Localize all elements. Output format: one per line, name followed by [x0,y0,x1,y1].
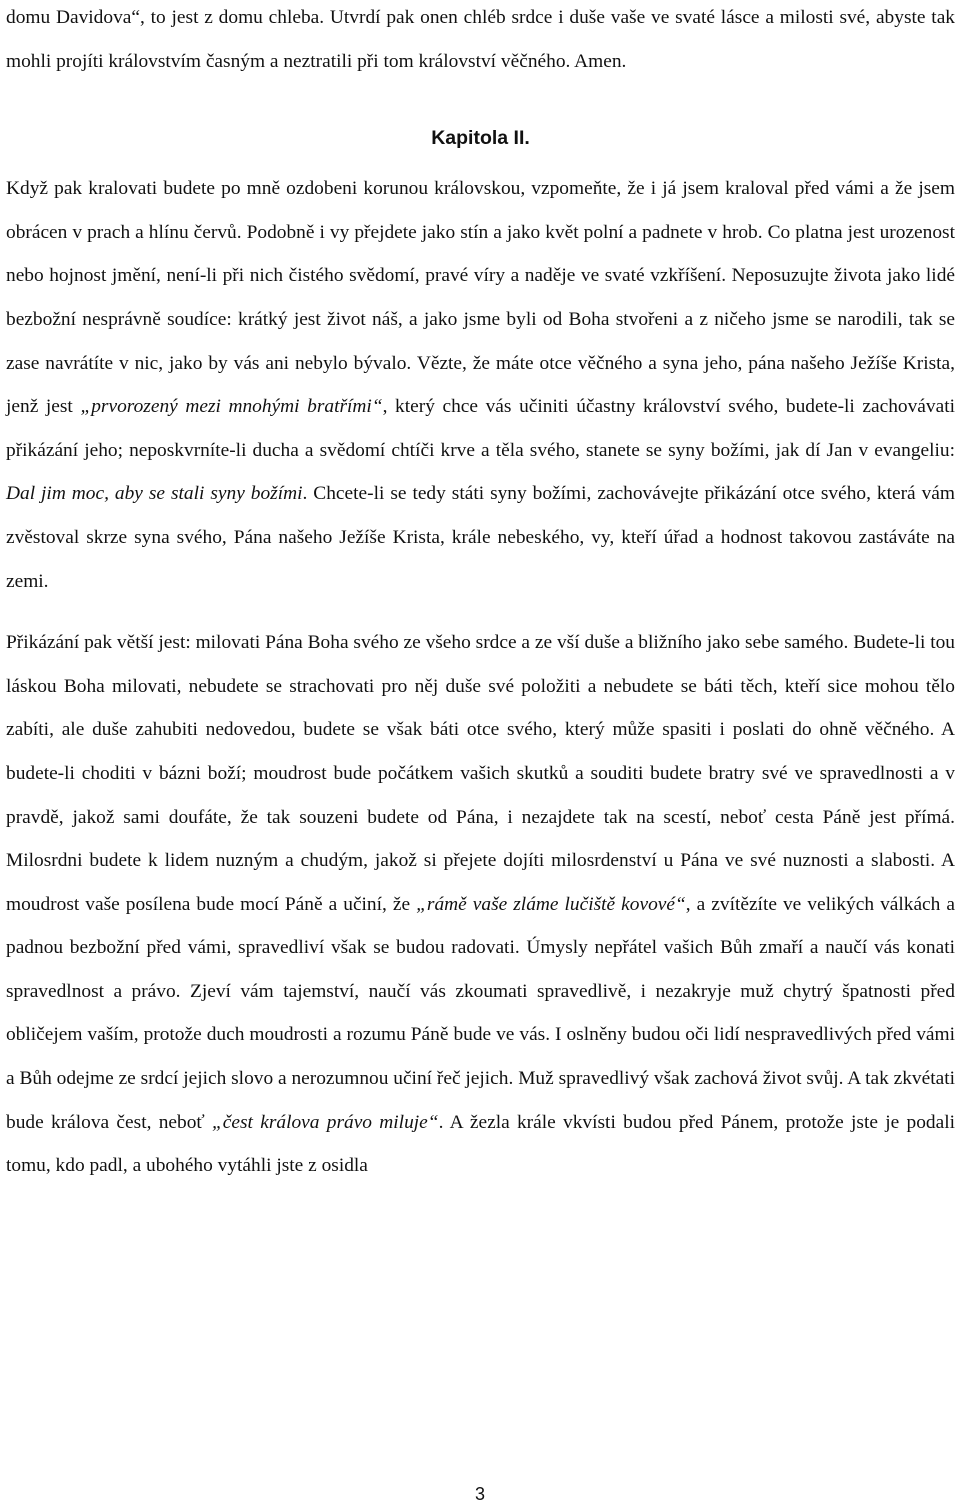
scripture-quote: „čest králova právo miluje“ [212,1111,439,1133]
intro-paragraph [6,0,955,83]
intro-text: domu Davidova“, to jest z domu chleba. Utvrdí pak onen chléb srdce i duše vaše ve svaté lásce a milosti své, abyste tak mohli projíti královstvím časným a neztratili při tom království věčného. Amen. [6,7,955,72]
paragraph-text: . A žezla krále vkvísti budou před Pánem, protože jste je podali tomu, kdo padl, a ubohého vytáhli jste z osidla [6,1111,955,1177]
paragraph-text: Když pak kralovati budete po mně ozdobeni korunou královskou, vzpomeňte, že i já jsem kraloval před vámi a že jsem obrácen v prach a hlínu červů. Podobně i vy přejdete jako stín a jako květ polní a padnete v hrob. Co platna jest urozenost nebo hojnost jmění, není-li při nich čistého svědomí, pravé víry a naděje ve svaté vzkříšení. Neposuzujte života jako lidé bezbožní nesprávně soudíce: krátký jest život náš, a jako jsme byli od Boha stvořeni a z ničeho jsme se narodili, tak se zase navrátíte v nic, jako by vás ani nebylo bývalo. Vězte, že máte otce věčného a syna jeho, pána našeho Ježíše Krista, jenž jest [6,178,955,418]
body-paragraph-2 [6,621,955,1188]
paragraph-text: . Chcete-li se tedy státi syny božími, zachovávejte přikázání otce svého, která vám zvěstoval skrze syna svého, Pána našeho Ježíše Krista, krále nebeského, vy, kteří úřad a hodnost takovou zastáváte na zemi. [6,483,955,592]
document-page [6,0,955,1188]
scripture-quote: Dal jim moc, aby se stali syny božími [6,483,303,505]
scripture-quote: „rámě vaše zláme lučiště kovové“ [416,893,686,915]
paragraph-gap [6,603,955,621]
paragraph-text: , a zvítězíte ve velikých válkách a padnou bezbožní před vámi, spravedliví však se budou radovati. Úmysly nepřátel vašich Bůh zmaří a naučí vás konati spravedlnost a právo. Zjeví vám tajemství, naučí vás zkoumati spravedlivě, i nezakryje muž chytrý špatnosti před obličejem vaším, protože duch moudrosti a rozumu Páně bude ve vás. I oslněny budou oči lidí nespravedlivých před vámi a Bůh odejme ze srdcí jejich slovo a nerozumnou učiní řeč jejich. Muž spravedlivý však zachová život svůj. A tak zkvétati bude králova čest, neboť [6,893,955,1133]
scripture-quote: „prvorozený mezi mnohými bratřími“ [80,396,383,418]
body-paragraph-1 [6,167,955,603]
paragraph-text: , který chce vás učiniti účastny království svého, budete-li zachovávati přikázání jeho; neposkvrníte-li ducha a svědomí chtíči krve a těla svého, stanete se syny božími, jak dí Jan v evangeliu: [6,396,955,461]
paragraph-text: Přikázání pak větší jest: milovati Pána Boha svého ze všeho srdce a ze vší duše a bližního jako sebe samého. Budete-li tou láskou Boha milovati, nebudete se strachovati pro něj duše své položiti a nebudete se báti těch, kteří sice mohou tělo zabíti, ale duše zahubiti nedovedou, budete se však báti otce svého, který může spasiti i poslati do ohně věčného. A budete-li choditi v bázni boží; moudrost bude počátkem vašich skutků a souditi budete bratry své ve spravedlnosti a v pravdě, jakož sami doufáte, že tak souzeni budete od Pána, i nezajdete tak na scestí, neboť cesta Páně jest přímá. Milosrdni budete k lidem nuzným a chudým, jakož si přejete dojíti milosrdenství u Pána ve své nuznosti a slabosti. A moudrost vaše posílena bude mocí Páně a učiní, že [6,632,955,915]
chapter-title: Kapitola II. [431,127,530,150]
page-number: 3 [474,1484,485,1504]
